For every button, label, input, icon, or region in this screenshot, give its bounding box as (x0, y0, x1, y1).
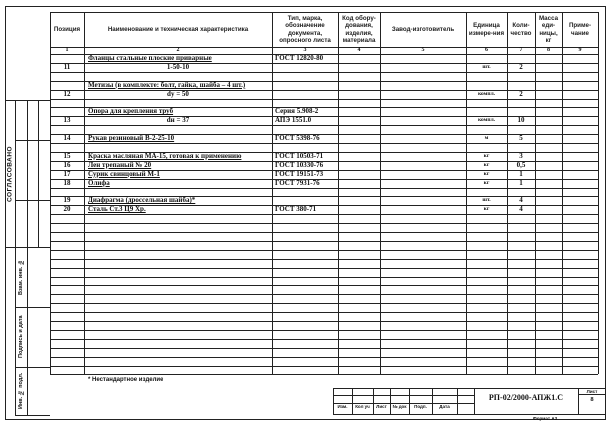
unit-cell: шт. (482, 63, 491, 70)
table-row (50, 268, 598, 277)
unit-cell: кг (483, 170, 490, 177)
table-row (50, 241, 598, 250)
table-row (50, 303, 598, 312)
title-block-label: Дата (439, 404, 450, 409)
agreed-label: СОГЛАСОВАНО (6, 145, 14, 202)
column-number: 3 (303, 47, 307, 53)
table-row (50, 330, 598, 339)
unit-cell: м (484, 135, 489, 142)
table-row (50, 214, 598, 223)
title-block-border (352, 388, 353, 414)
table-row (50, 321, 598, 330)
name-cell: Опора для крепления труб (88, 107, 174, 116)
type-cell: ГОСТ 7931-76 (275, 178, 320, 187)
table-row (50, 250, 598, 259)
position-cell: 17 (63, 169, 71, 178)
column-number: 4 (357, 47, 361, 53)
column-header: Приме-чание (568, 22, 592, 37)
position-cell: 14 (63, 134, 71, 143)
position-cell: 16 (63, 160, 71, 169)
column-header: Завод-изготовитель (391, 25, 455, 33)
name-cell: Сталь Ст.3 Ц9 Хр. (88, 205, 146, 214)
side-border (15, 200, 50, 201)
title-block-border (333, 395, 474, 396)
title-block-border (333, 388, 334, 414)
quantity-cell: 2 (519, 89, 523, 98)
position-cell: 15 (63, 151, 71, 160)
name-cell: Диафрагма (дроссельная шайба)* (88, 196, 196, 205)
column-header: Коли-чество (510, 22, 532, 37)
quantity-cell: 1 (519, 178, 523, 187)
type-cell: Серия 5.908-2 (275, 107, 319, 116)
title-block-label: Кол уч (355, 404, 370, 409)
column-header: Код обору-дования, изделия, материала (342, 15, 376, 44)
type-cell: ГОСТ 10330-76 (275, 160, 324, 169)
type-cell: ГОСТ 19151-73 (275, 169, 324, 178)
table-row (50, 339, 598, 348)
unit-cell: кг (483, 206, 490, 213)
position-cell: 13 (63, 116, 71, 125)
table-row (50, 277, 598, 286)
quantity-cell: 4 (519, 196, 523, 205)
table-row (50, 294, 598, 303)
table-row (50, 259, 598, 268)
side-border (15, 140, 50, 141)
sheet-label: Лист (586, 388, 598, 394)
quantity-cell: 10 (517, 116, 525, 125)
column-number: 5 (421, 47, 425, 53)
table-row (50, 312, 598, 321)
name-cell: Рукав резиновый В-2-25-10 (88, 134, 175, 143)
side-border (38, 100, 39, 247)
title-block-label: Лист (376, 404, 387, 409)
title-block-label: Подп. (414, 404, 427, 409)
name-cell: Краска масляная МА-15, готовая к применению (88, 151, 242, 160)
table-row (50, 285, 598, 294)
type-cell: АПЭ 1551.0 (275, 116, 312, 125)
column-header: Единица измере-ния (468, 22, 505, 37)
column-number: 8 (547, 47, 550, 53)
quantity-cell: 3 (519, 151, 523, 160)
position-cell: 12 (63, 89, 71, 98)
position-cell: 11 (63, 62, 71, 71)
name-cell: Лен трепаный № 20 (88, 160, 152, 169)
title-block-border (432, 388, 433, 414)
unit-cell: кг (483, 179, 490, 186)
column-number: 2 (176, 47, 180, 53)
column-number: 9 (578, 47, 582, 53)
name-cell: 1-50-10 (166, 62, 190, 71)
name-cell: Олифа (88, 178, 110, 187)
type-cell: ГОСТ 10503-71 (275, 151, 324, 160)
format-label: Формат А3 (532, 416, 558, 421)
title-block-border (409, 388, 410, 414)
original-inventory-label: Инв. № подл. (18, 372, 24, 410)
name-cell: dн = 37 (166, 116, 190, 125)
position-cell: 19 (63, 196, 71, 205)
title-block-label: Изм. (337, 404, 348, 409)
type-cell: ГОСТ 380-71 (275, 205, 317, 214)
unit-cell: шт. (482, 197, 491, 204)
quantity-cell: 0,5 (516, 160, 526, 169)
name-cell: Фланцы стальные плоские приварные (88, 54, 212, 62)
name-cell: dу = 50 (167, 89, 189, 98)
column-number: 1 (65, 47, 69, 53)
table-row (50, 357, 598, 366)
table-row (50, 232, 598, 241)
quantity-cell: 1 (519, 169, 523, 178)
column-border (598, 12, 599, 374)
quantity-cell: 5 (519, 134, 523, 143)
name-cell: Метизы (в комплекте: болт, гайка, шайба – 4 шт.) (88, 80, 246, 89)
signature-date-label: Подпись и дата (18, 315, 24, 359)
title-block-border (333, 414, 606, 415)
position-cell: 18 (63, 178, 71, 187)
unit-cell: компл. (477, 117, 496, 124)
quantity-cell: 2 (519, 62, 523, 71)
quantity-cell: 4 (519, 205, 523, 214)
column-number: 7 (519, 47, 523, 53)
column-header: Наименование и техническая характеристика (107, 25, 249, 33)
title-block-border (457, 388, 458, 414)
sheet-number: 8 (590, 396, 594, 403)
type-cell: ГОСТ 12820-80 (275, 54, 324, 62)
table-row (50, 72, 598, 81)
table-row (50, 99, 598, 108)
unit-cell: компл. (477, 90, 496, 97)
name-cell: Сурик свинцовый М-1 (88, 169, 160, 178)
table-row (50, 188, 598, 197)
position-cell: 20 (63, 205, 71, 214)
title-block-border (373, 388, 374, 414)
unit-cell: кг (483, 152, 490, 159)
type-cell: ГОСТ 5398-76 (275, 134, 320, 143)
column-header: Позиция (53, 25, 81, 33)
table-row (50, 366, 598, 375)
title-block-label: № док (392, 404, 407, 409)
side-border (15, 415, 50, 416)
column-header: Масса еди-ницы, кг (538, 15, 559, 44)
footnote: * Нестандартное изделие (88, 377, 164, 383)
replaced-inventory-label: Взам. инв. № (18, 259, 24, 295)
table-row (50, 143, 598, 152)
document-code: РП-02/2000-АПЖ1.С (488, 393, 564, 402)
table-row (50, 223, 598, 232)
column-header: Тип, марка, обозначение документа, опросного листа (279, 15, 331, 44)
table-row (50, 348, 598, 357)
table-row (50, 125, 598, 134)
side-border (5, 247, 50, 248)
title-block-border (390, 388, 391, 414)
column-number: 6 (485, 47, 488, 53)
unit-cell: кг (483, 161, 490, 168)
